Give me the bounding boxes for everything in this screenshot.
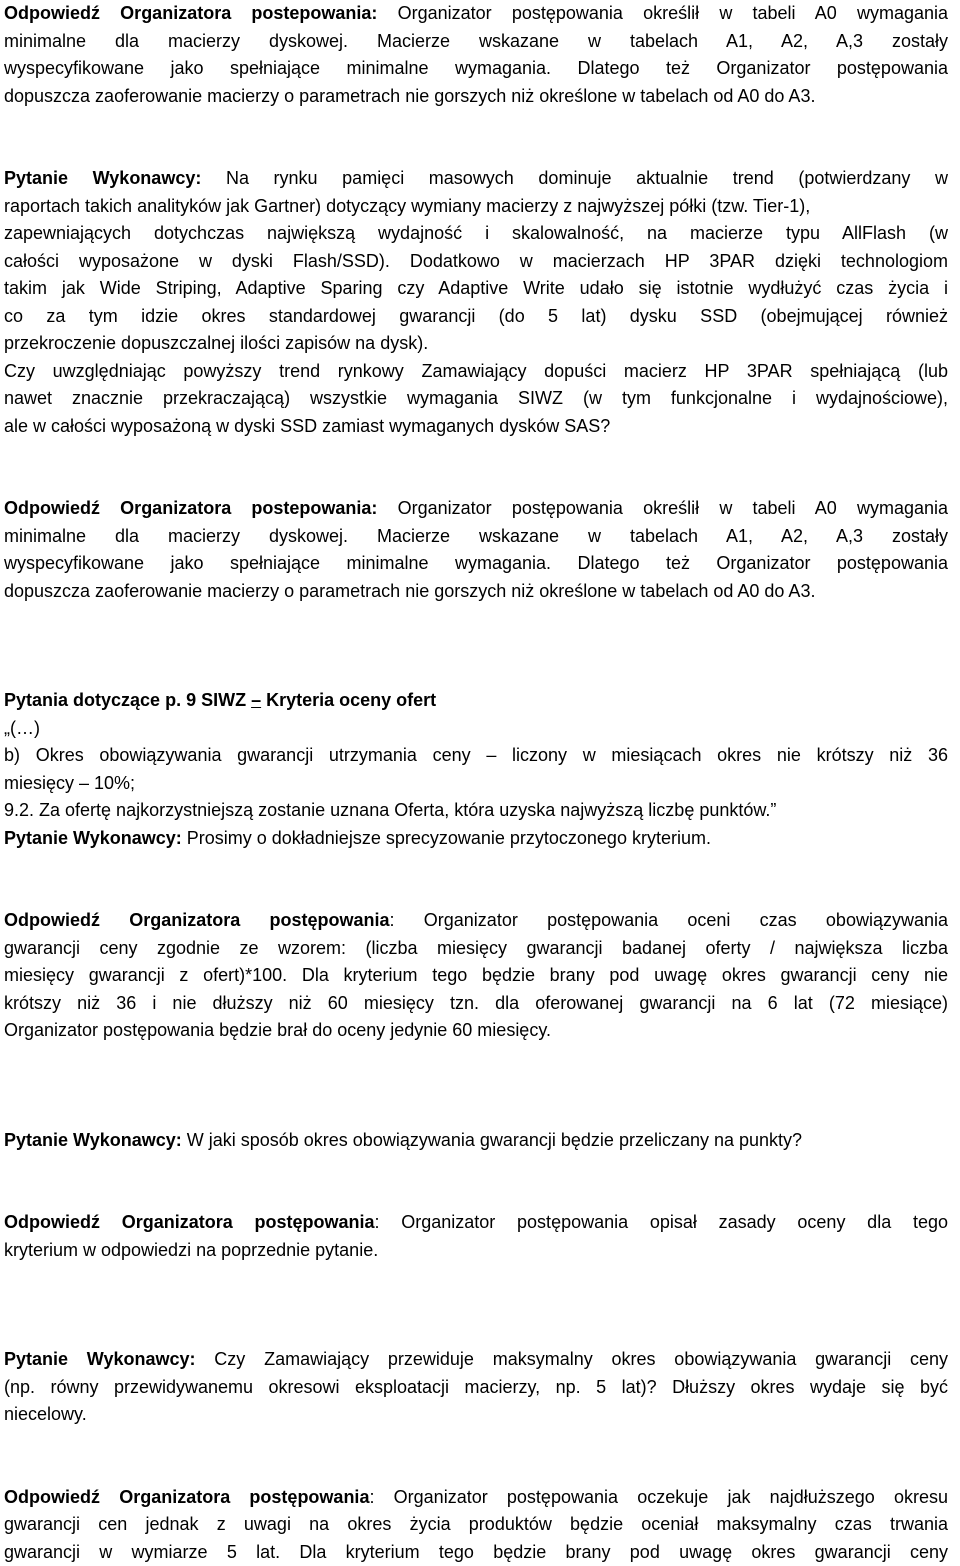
text-line: gwarancji ceny zgodnie ze wzorem: (liczba miesięcy gwarancji badanej oferty / największa liczba [4,935,948,963]
text-line: (np. równy przewidywanemu okresowi eksploatacji macierzy, np. 5 lat)? Dłuższy okres wydaje się być [4,1374,948,1402]
spacer [4,1045,948,1127]
answer-label: Odpowiedź Organizatora postepowania: [4,3,377,23]
text-line: Odpowiedź Organizatora postepowania: Organizator postępowania określił w tabeli A0 wymagania [4,495,948,523]
spacer [4,110,948,165]
answer-block-3 [4,907,948,1045]
text-line: Pytanie Wykonawcy: Czy Zamawiający przewiduje maksymalny okres obowiązywania gwarancji ceny [4,1346,948,1374]
text-line: wyspecyfikowane jako spełniające minimalne wymagania. Dlatego też Organizator postępowania [4,55,948,83]
spacer [4,1154,948,1209]
section-siwz-9 [4,687,948,852]
question-label: Pytanie Wykonawcy: [4,168,201,188]
text-line: gwarancji w wymiarze 5 lat. Dla kryterium tego będzie brany pod uwagę okres gwarancji ceny [4,1539,948,1566]
text-line: miesięcy gwarancji z ofert)*100. Dla kryterium tego będzie brany pod uwagę okres gwarancji ceny nie [4,962,948,990]
text-line: wyspecyfikowane jako spełniające minimalne wymagania. Dlatego też Organizator postępowania [4,550,948,578]
text-line: b) Okres obowiązywania gwarancji utrzymania ceny – liczony w miesiącach okres nie krótszy niż 36 [4,742,948,770]
text-line: Czy uwzględniając powyższy trend rynkowy Zamawiający dopuści macierz HP 3PAR spełniającą (lub [4,358,948,386]
text-line: Pytanie Wykonawcy: W jaki sposób okres obowiązywania gwarancji będzie przeliczany na punkty? [4,1127,948,1155]
question-block-2 [4,1127,948,1155]
question-block-1 [4,165,948,440]
text-line: kryterium w odpowiedzi na poprzednie pytanie. [4,1237,948,1265]
text-line: Odpowiedź Organizatora postępowania: Organizator postępowania opisał zasady oceny dla tego [4,1209,948,1237]
section-heading: Pytania dotyczące p. 9 SIWZ – Kryteria oceny ofert [4,687,948,715]
spacer [4,852,948,907]
question-block-3 [4,1346,948,1429]
text-line: Pytanie Wykonawcy: Na rynku pamięci masowych dominuje aktualnie trend (potwierdzany w [4,165,948,193]
text-line: dopuszcza zaoferowanie macierzy o parametrach nie gorszych niż określone w tabelach od A0 do A3. [4,83,948,111]
quote-open: „(…) [4,715,948,743]
text-line: Organizator postępowania będzie brał do oceny jedynie 60 miesięcy. [4,1017,948,1045]
text-line: Odpowiedź Organizatora postepowania: Organizator postępowania określił w tabeli A0 wymagania [4,0,948,28]
spacer [4,1429,948,1484]
text-line: nawet znacznie przekraczającą) wszystkie wymagania SIWZ (w tym funkcjonalne i wydajnościowe), [4,385,948,413]
answer-label: Odpowiedź Organizatora postępowania [4,1487,369,1507]
text-line: minimalne dla macierzy dyskowej. Macierze wskazane w tabelach A1, A2, A,3 zostały [4,28,948,56]
text-line: miesięcy – 10%; [4,770,948,798]
text-line: zapewniających dotychczas największą wydajność i skalowalność, na macierze typu AllFlash (w [4,220,948,248]
text-line: niecelowy. [4,1401,948,1429]
answer-block-2 [4,495,948,605]
text-line: Odpowiedź Organizatora postępowania: Organizator postępowania oczekuje jak najdłuższego okresu [4,1484,948,1512]
text-line: co za tym idzie okres standardowej gwarancji (do 5 lat) dysku SSD (obejmującej również [4,303,948,331]
question-label: Pytanie Wykonawcy: [4,1130,182,1150]
question-label: Pytanie Wykonawcy: [4,828,182,848]
text-line: całości wyposażone w dyski Flash/SSD). Dodatkowo w macierzach HP 3PAR dzięki technologiom [4,248,948,276]
text-line: ale w całości wyposażoną w dyski SSD zamiast wymaganych dysków SAS? [4,413,948,441]
answer-block-1 [4,0,948,110]
text-line: dopuszcza zaoferowanie macierzy o parametrach nie gorszych niż określone w tabelach od A0 do A3. [4,578,948,606]
text-line: takim jak Wide Striping, Adaptive Sparing czy Adaptive Write udało się istotnie wydłużyć czas życia i [4,275,948,303]
text-line: Pytanie Wykonawcy: Prosimy o dokładniejsze sprecyzowanie przytoczonego kryterium. [4,825,948,853]
answer-label: Odpowiedź Organizatora postepowania: [4,498,377,518]
answer-label: Odpowiedź Organizatora postępowania [4,910,390,930]
question-label: Pytanie Wykonawcy: [4,1349,196,1369]
text-line: gwarancji cen jednak z uwagi na okres życia produktów będzie oceniał maksymalny czas trwania [4,1511,948,1539]
text-line: minimalne dla macierzy dyskowej. Macierze wskazane w tabelach A1, A2, A,3 zostały [4,523,948,551]
text-line: 9.2. Za ofertę najkorzystniejszą zostanie uznana Oferta, która uzyska najwyższą liczbę punktów.” [4,797,948,825]
answer-block-4 [4,1209,948,1264]
answer-label: Odpowiedź Organizatora postępowania [4,1212,375,1232]
answer-block-5 [4,1484,948,1566]
spacer [4,440,948,495]
spacer [4,605,948,687]
text-line: przekroczenie dopuszczalnej ilości zapisów na dysk). [4,330,948,358]
text-line: raportach takich analityków jak Gartner) dotyczący wymiany macierzy z najwyższej półki (tzw. Tier-1), [4,193,948,221]
text-line: krótszy niż 36 i nie dłuższy niż 60 miesięcy tzn. dla oferowanej gwarancji na 6 lat (72 miesiące) [4,990,948,1018]
text-line: Odpowiedź Organizatora postępowania: Organizator postępowania oceni czas obowiązywania [4,907,948,935]
spacer [4,1264,948,1346]
